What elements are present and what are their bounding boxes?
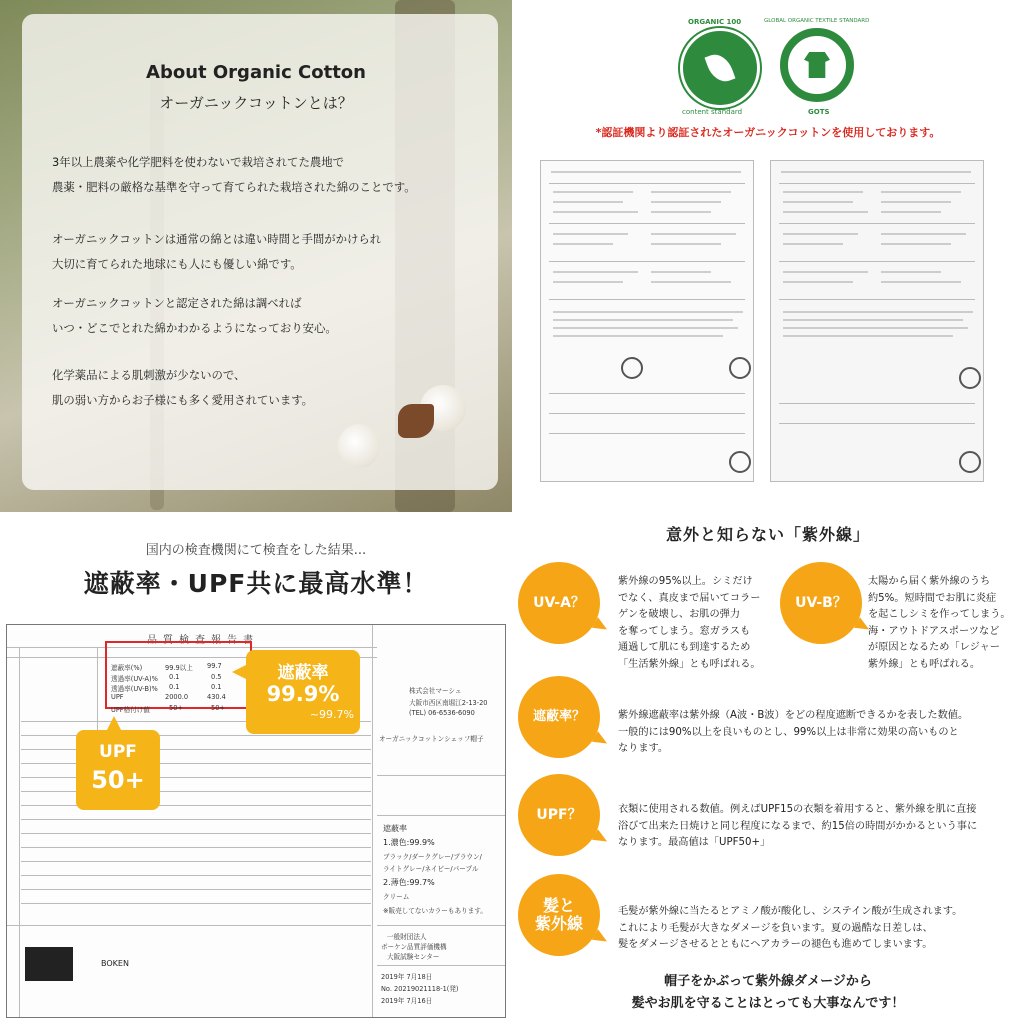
report-row-value: 430.4 (207, 693, 226, 701)
text-line: 紫外線」とも呼ばれる。 (868, 658, 981, 670)
report-tel: (TEL) 06-6536-6090 (409, 709, 475, 717)
text-line: を起こしシミを作ってしまう。 (868, 609, 1011, 620)
text-line: 化学薬品による肌刺激が少ないので、 (52, 368, 246, 382)
ocs-logo (680, 28, 760, 108)
about-title-en: About Organic Cotton (146, 62, 366, 83)
report-row-label: UPF (111, 693, 124, 701)
certificate-document (540, 160, 754, 482)
report-row-value: 0.1 (169, 673, 180, 681)
text-line: を奪ってしまう。窓ガラスも (618, 625, 751, 637)
report-row-value: 99.9以上 (165, 664, 193, 672)
report-client: 株式会社マーシュ (409, 687, 462, 695)
about-paragraph (52, 150, 416, 200)
report-row-value: 99.7 (207, 662, 222, 670)
shade-title: 遮蔽率 (383, 824, 407, 833)
report-row-value: 50+ (169, 704, 183, 712)
hair-uv-text (618, 904, 962, 954)
text-line: 紫外線遮蔽率は紫外線（A波・B波）をどの程度遮断できるかを表した数値。 (618, 710, 969, 721)
text-line: オーガニックコットンと認定された綿は調べれば (52, 296, 302, 310)
doc-text (551, 171, 741, 173)
bubble-label: 髪と (542, 895, 575, 915)
inspection-headline: 遮蔽率・UPF共に最高水準！ (83, 569, 429, 598)
text-line: いつ・どこでとれた綿かわかるようになっており安心。 (52, 321, 337, 335)
text-line: 3年以上農薬や化学肥料を使わないで栽培されてた農地で (52, 155, 345, 169)
uv-title: 意外と知らない「紫外線」 (665, 525, 870, 544)
org-line: 一般財団法人 (387, 933, 427, 941)
footer-line: 髪やお肌を守ることはとっても大事なんです！ (631, 996, 905, 1011)
text-line: 肌の弱い方からお子様にも多く愛用されています。 (52, 393, 314, 407)
seal-icon (729, 451, 751, 473)
ocs-sub-text: content standard (682, 108, 743, 116)
about-paragraph (52, 363, 313, 413)
about-title-jp: オーガニックコットンとは？ (159, 94, 353, 112)
text-line: なります。 (618, 743, 669, 754)
ocs-ring-text: ORGANIC 100 (688, 18, 742, 26)
color-note: ※販売してないカラーもあります。 (383, 907, 487, 915)
report-date: 2019年 7月18日 (381, 973, 433, 981)
cotton-branch-image (398, 404, 434, 438)
report-row-value: 0.1 (169, 683, 180, 691)
text-line: 農薬・肥料の厳格な基準を守って育てられた栽培された綿のことです。 (52, 180, 416, 194)
text-line: 一般的には90%以上を良いものとし、99%以上は非常に効果の高いものと (618, 726, 959, 738)
cotton-boll-image (338, 424, 380, 468)
report-row-value: 2000.0 (165, 693, 189, 701)
uva-bubble: UV-A？ (518, 562, 600, 644)
shade-rate-badge (246, 650, 360, 734)
report-row-label: UPF格付け値 (111, 706, 150, 714)
shade-dark-colors: ブラック/ダークグレー/ブラウン/ (383, 853, 482, 861)
text-line: これにより毛髪が大きなダメージを負います。夏の過酷な日差しは、 (618, 922, 933, 934)
shade-light-colors: クリーム (383, 893, 410, 901)
upf-badge (76, 730, 160, 810)
gots-ring-text: GLOBAL ORGANIC TEXTILE STANDARD (764, 18, 870, 24)
text-line: ゲンを破壊し、お肌の弾力 (618, 609, 741, 620)
bubble-label: 紫外線 (534, 914, 583, 933)
badge-value: 99.9% (266, 682, 340, 706)
badge-label: 遮蔽率 (277, 663, 329, 683)
text-line: なります。最高値は「UPF50+」 (618, 837, 771, 848)
text-line: 衣類に使用される数値。例えばUPF15の衣類を着用すると、紫外線を肌に直接 (618, 804, 977, 815)
report-row-label: 透過率(UV-A)% (111, 675, 158, 683)
shade-dark: 1.濃色:99.9% (383, 838, 435, 847)
shirt-icon (804, 52, 830, 78)
text-line: 大切に育てられた地球にも人にも優しい綿です。 (52, 257, 302, 271)
shade-rate-bubble: 遮蔽率？ (518, 676, 600, 758)
text-line: 「生活紫外線」とも呼ばれる。 (618, 658, 761, 670)
report-row-label: 透過率(UV-B)% (111, 685, 158, 693)
certification-notice: *認証機関より認証されたオーガニックコットンを使用しております。 (595, 126, 941, 139)
upf-text (618, 802, 977, 852)
report-number: No. 20219021118-1(発) (381, 985, 459, 993)
report-title: 品質検査報告書 (147, 635, 259, 646)
fabric-swatch-image (25, 947, 73, 981)
badge-label: UPF (99, 742, 137, 762)
report-row-value: 50+ (211, 704, 225, 712)
report-item: オーガニックコットンシェッフ帽子 (379, 735, 484, 743)
leaf-icon (705, 50, 736, 86)
report-row-label: 遮蔽率(%) (111, 664, 143, 672)
inspection-result-panel (0, 512, 512, 1024)
seal-icon (959, 367, 981, 389)
report-address: 大阪市西区南堀江2-13-20 (409, 699, 488, 707)
shade-rate-text (618, 708, 968, 758)
uvb-bubble: UV-B？ (780, 562, 862, 644)
report-row-value: 0.5 (211, 673, 222, 681)
text-line: 約5%。短時間でお肌に炎症 (868, 592, 997, 604)
text-line: が原因となるため「レジャー (868, 642, 1000, 653)
org-line: ボーケン品質評価機構 (381, 943, 447, 951)
seal-icon (729, 357, 751, 379)
org-line: 大阪試験センター (387, 953, 440, 961)
report-row-value: 0.1 (211, 683, 222, 691)
footer-line: 帽子をかぶって紫外線ダメージから (664, 974, 872, 989)
text-line: 紫外線の95%以上。シミだけ (618, 576, 753, 587)
shade-light: 2.薄色:99.7% (383, 878, 435, 887)
certification-panel (512, 0, 1024, 512)
text-line: 海・アウトドアスポーツなど (868, 625, 1000, 637)
text-line: 太陽から届く紫外線のうち (868, 576, 991, 587)
doc-text (781, 171, 971, 173)
certificate-document (770, 160, 984, 482)
about-paragraph (52, 291, 337, 341)
badge-value: 50+ (91, 766, 145, 794)
boken-mark: BOKEN (101, 959, 129, 968)
inspection-lead: 国内の検査機関にて検査をした結果... (145, 543, 367, 558)
uva-text (618, 574, 761, 673)
shade-dark-colors: ライトグレー/ネイビー/パープル (383, 865, 479, 873)
gots-logo (780, 28, 854, 102)
report-date: 2019年 7月16日 (381, 997, 433, 1005)
text-line: オーガニックコットンは通常の綿とは違い時間と手間がかけられ (52, 232, 382, 246)
upf-bubble: UPF？ (518, 774, 600, 856)
text-line: 髪をダメージさせるとともにヘアカラーの褪色も進めてしまいます。 (618, 939, 933, 950)
seal-icon (621, 357, 643, 379)
text-line: 浴びて出来た日焼けと同じ程度になるまで、約15倍の時間がかかるという事に (618, 820, 978, 832)
hair-uv-bubble (518, 874, 600, 956)
uv-info-panel (512, 512, 1024, 1024)
about-organic-cotton-panel (0, 0, 512, 512)
text-line: 毛髪が紫外線に当たるとアミノ酸が酸化し、システイン酸が生成されます。 (618, 906, 963, 917)
text-line: 通過して肌にも到達するため (618, 642, 751, 653)
text-line: でなく、真皮まで届いてコラー (618, 592, 761, 604)
badge-range: ~99.7% (309, 708, 354, 721)
seal-icon (959, 451, 981, 473)
uvb-text (868, 574, 1011, 673)
about-paragraph (52, 227, 381, 277)
gots-sub-text: GOTS (808, 108, 830, 116)
